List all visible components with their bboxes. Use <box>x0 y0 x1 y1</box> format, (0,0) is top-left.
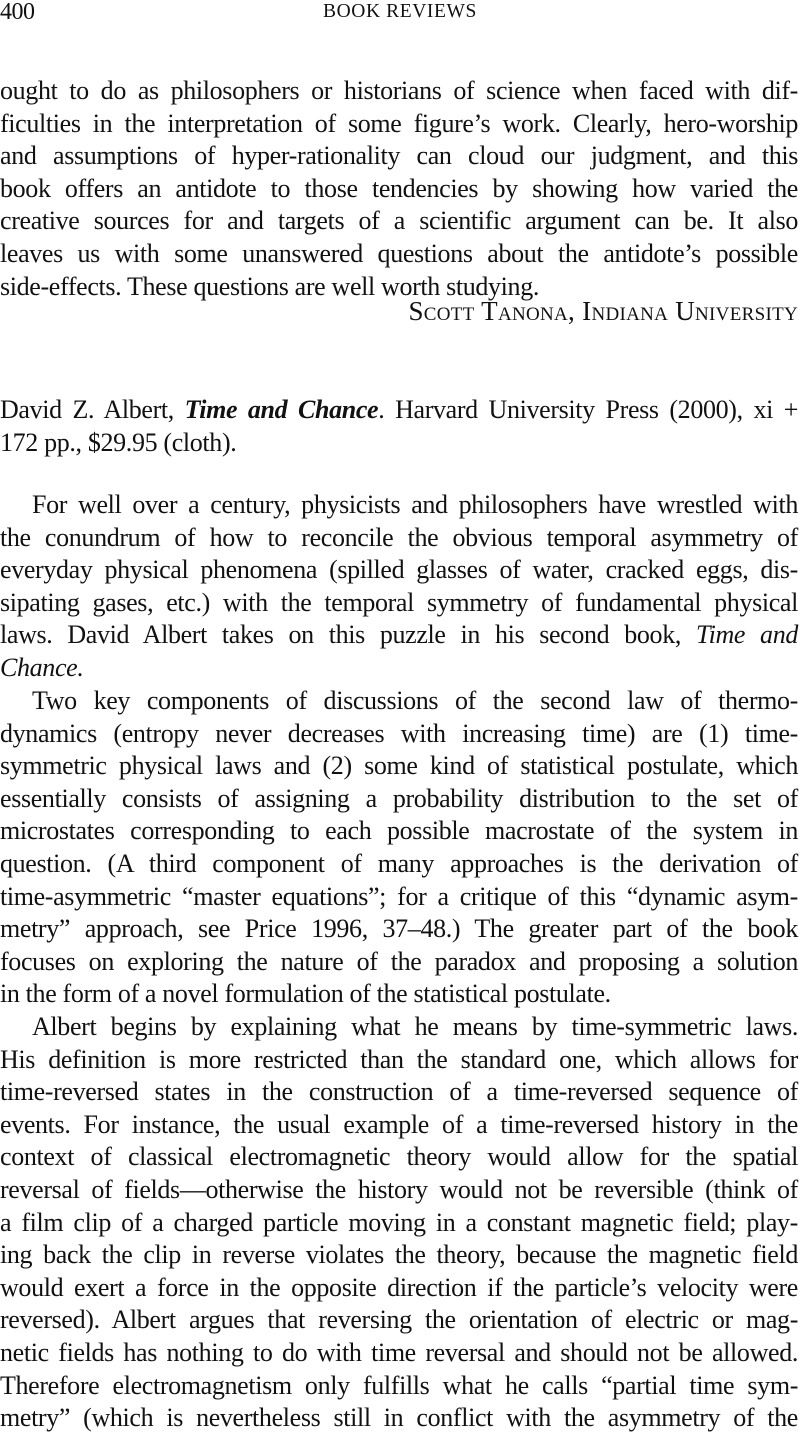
citation-line-2: 172 pp., $29.95 (cloth). <box>0 427 237 457</box>
book-citation <box>0 394 798 459</box>
text-line: leaves us with some unanswered questions about the antidote’s possible <box>0 238 798 268</box>
text-line: metry” approach, see Price 1996, 37–48.) The greater part of the book <box>0 914 798 944</box>
text-line: creative sources for and targets of a scientific argument can be. It also <box>0 206 798 236</box>
page-number: 400 <box>0 0 35 25</box>
reviewer-signature <box>0 295 798 328</box>
text-line: ficulties in the interpretation of some figure’s work. Clearly, hero-worship <box>0 108 798 138</box>
text-line: events. For instance, the usual example of a time-reversed history in the <box>0 1109 798 1139</box>
text-line: ought to do as philosophers or historians of science when faced with dif- <box>0 76 798 105</box>
text-line: For well over a century, physicists and philosophers have wrestled with <box>32 490 798 519</box>
previous-review-text <box>0 75 798 303</box>
citation-line-1 <box>0 394 798 427</box>
text-line: metry” (which is nevertheless still in conflict with the asymmetry of the <box>0 1403 798 1433</box>
text-span: laws. David Albert takes on this puzzle in his second book, <box>0 620 696 650</box>
text-line: time-asymmetric “master equations”; for a critique of this “dynamic asym- <box>0 881 798 911</box>
italic-book-title: Chance. <box>0 652 84 682</box>
text-line: would exert a force in the opposite direction if the particle’s velocity were <box>0 1272 798 1302</box>
text-line: dynamics (entropy never decreases with increasing time) are (1) time- <box>0 718 798 748</box>
text-line: essentially consists of assigning a probability distribution to the set of <box>0 783 798 813</box>
text-line: question. (A third component of many approaches is the derivation of <box>0 848 798 878</box>
text-line: side-effects. These questions are well worth studying. <box>0 271 540 301</box>
text-line: Two key components of discussions of the second law of thermo- <box>32 686 798 715</box>
text-line: reversal of fields—otherwise the history would not be reversible (think of <box>0 1174 798 1204</box>
text-line: in the form of a novel formulation of the statistical postulate. <box>0 979 611 1009</box>
text-line: and assumptions of hyper-rationality can cloud our judgment, and this <box>0 141 798 171</box>
page-header <box>0 0 800 30</box>
text-line: a film clip of a charged particle moving in a constant magnetic field; play- <box>0 1207 798 1237</box>
text-line: microstates corresponding to each possible macrostate of the system in <box>0 816 798 846</box>
paragraph-2 <box>0 685 798 1011</box>
running-head: BOOK REVIEWS <box>323 1 477 22</box>
text-line: sipating gases, etc.) with the temporal symmetry of fundamental physical <box>0 587 798 617</box>
text-line: ing back the clip in reverse violates the theory, because the magnetic field <box>0 1240 798 1270</box>
text-line: book offers an antidote to those tendencies by showing how varied the <box>0 173 798 203</box>
text-line: His definition is more restricted than the standard one, which allows for <box>0 1044 798 1074</box>
signature-text: Scott Tanona, Indiana University <box>408 296 798 326</box>
text-line: symmetric physical laws and (2) some kind of statistical postulate, which <box>0 751 798 781</box>
text-line: everyday physical phenomena (spilled glasses of water, cracked eggs, dis- <box>0 555 798 585</box>
citation-author: David Z. Albert, <box>0 395 185 424</box>
text-line: Therefore electromagnetism only fulfills what he calls “partial time sym- <box>0 1370 798 1400</box>
text-line: focuses on exploring the nature of the paradox and proposing a solution <box>0 946 798 976</box>
text-line: context of classical electromagnetic theory would allow for the spatial <box>0 1142 798 1172</box>
text-line: Albert begins by explaining what he means by time-symmetric laws. <box>32 1012 798 1041</box>
text-line <box>0 619 798 652</box>
text-line: netic fields has nothing to do with time reversal and should not be allowed. <box>0 1337 798 1367</box>
text-line: the conundrum of how to reconcile the obvious temporal asymmetry of <box>0 522 798 552</box>
text-line: time-reversed states in the construction of a time-reversed sequence of <box>0 1077 798 1107</box>
citation-publisher: . Harvard University Press (2000), xi + <box>378 395 799 424</box>
italic-book-title: Time and <box>695 620 799 650</box>
paragraph-1 <box>0 489 798 685</box>
paragraph-3 <box>0 1011 798 1435</box>
citation-book-title: Time and Chance <box>184 395 379 424</box>
text-line: reversed). Albert argues that reversing the orientation of electric or mag- <box>0 1305 798 1335</box>
